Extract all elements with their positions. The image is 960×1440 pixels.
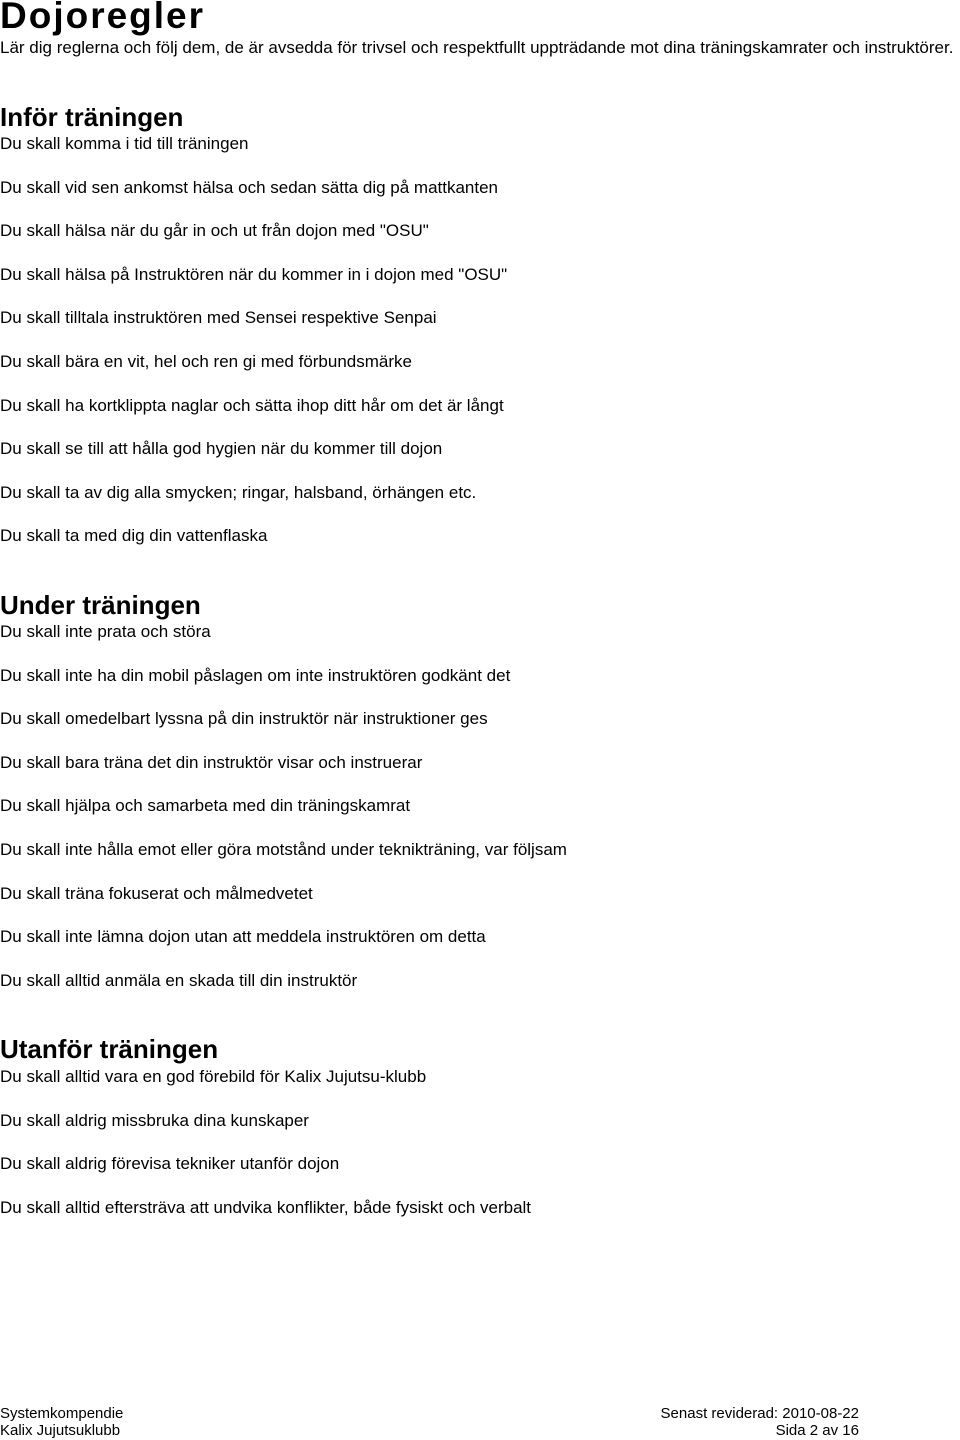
rule-item: Du skall inte ha din mobil påslagen om inte instruktören godkänt det xyxy=(0,665,511,685)
rule-item: Du skall inte hålla emot eller göra motstånd under teknikträning, var följsam xyxy=(0,839,567,859)
rule-list-outside-training xyxy=(0,1066,531,1240)
document-title: Dojoregler xyxy=(0,0,206,36)
rule-item: Du skall vid sen ankomst hälsa och sedan sätta dig på mattkanten xyxy=(0,177,499,197)
rule-item: Du skall inte lämna dojon utan att meddela instruktören om detta xyxy=(0,927,486,947)
rule-item: Du skall bära en vit, hel och ren gi med förbundsmärke xyxy=(0,351,412,371)
rule-item: Du skall bara träna det din instruktör visar och instruerar xyxy=(0,752,423,772)
rule-item: Du skall aldrig missbruka dina kunskaper xyxy=(0,1110,309,1130)
footer-page-number: Sida 2 av 16 xyxy=(775,1422,859,1439)
rule-item: Du skall ta av dig alla smycken; ringar, halsband, örhängen etc. xyxy=(0,482,477,502)
rule-item: Du skall omedelbart lyssna på din instruktör när instruktioner ges xyxy=(0,709,488,729)
rule-list-before-training xyxy=(0,133,507,569)
rule-item: Du skall hälsa på Instruktören när du kommer in i dojon med "OSU" xyxy=(0,264,508,284)
rule-list-during-training xyxy=(0,621,567,1013)
rule-item: Du skall alltid eftersträva att undvika konflikter, både fysiskt och verbalt xyxy=(0,1197,532,1217)
rule-item: Du skall hjälpa och samarbeta med din träningskamrat xyxy=(0,796,411,816)
footer-revision-date: Senast reviderad: 2010-08-22 xyxy=(660,1405,859,1422)
footer-left-line1: Systemkompendie xyxy=(0,1405,124,1422)
rule-item: Du skall tilltala instruktören med Sensei respektive Senpai xyxy=(0,308,437,328)
section-heading-during-training: Under träningen xyxy=(0,590,201,620)
rule-item: Du skall alltid vara en god förebild för Kalix Jujutsu-klubb xyxy=(0,1067,427,1086)
rule-item: Du skall alltid anmäla en skada till din instruktör xyxy=(0,970,358,990)
rule-item: Du skall hälsa när du går in och ut från dojon med "OSU" xyxy=(0,221,429,241)
rule-item: Du skall ha kortklippta naglar och sätta ihop ditt hår om det är långt xyxy=(0,395,504,415)
rule-item: Du skall se till att hålla god hygien när du kommer till dojon xyxy=(0,439,443,459)
section-heading-outside-training: Utanför träningen xyxy=(0,1034,219,1064)
rule-item: Du skall träna fokuserat och målmedvetet xyxy=(0,883,313,903)
rule-item: Du skall aldrig förevisa tekniker utanför dojon xyxy=(0,1154,340,1174)
rule-item: Du skall ta med dig din vattenflaska xyxy=(0,526,268,546)
rule-item: Du skall komma i tid till träningen xyxy=(0,134,249,153)
footer-left-line2: Kalix Jujutsuklubb xyxy=(0,1422,121,1439)
section-heading-before-training: Inför träningen xyxy=(0,102,184,132)
intro-paragraph: Lär dig reglerna och följ dem, de är avsedda för trivsel och respektfullt uppträdande mot dina träningskamrater och instruktörer. xyxy=(0,38,954,57)
rule-item: Du skall inte prata och störa xyxy=(0,622,211,641)
